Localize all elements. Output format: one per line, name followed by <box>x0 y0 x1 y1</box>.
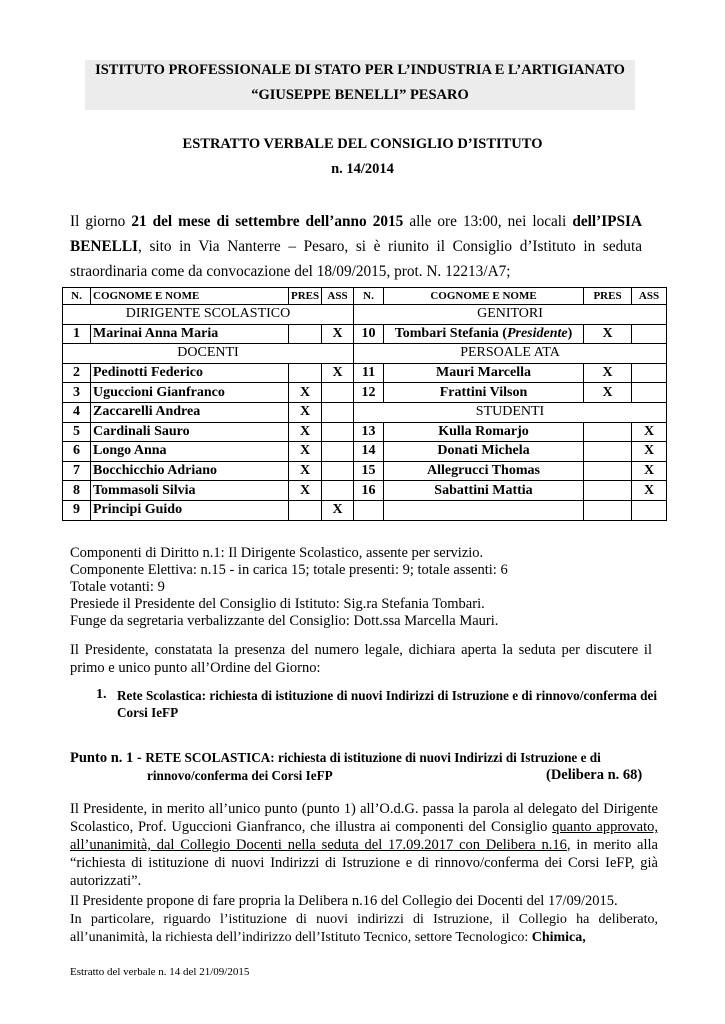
table-cell: X <box>322 500 354 520</box>
table-cell: Allegrucci Thomas <box>384 461 584 481</box>
table-cell: ASS <box>322 288 354 305</box>
section-dirigente: DIRIGENTE SCOLASTICO <box>63 305 354 325</box>
table-cell: X <box>289 481 322 501</box>
table-row <box>63 383 667 403</box>
table-cell: Uguccioni Gianfranco <box>91 383 289 403</box>
table-cell: 13 <box>354 422 384 442</box>
table-cell: 1 <box>63 324 91 344</box>
table-cell <box>632 500 667 520</box>
table-cell: X <box>322 324 354 344</box>
table-cell <box>322 383 354 403</box>
table-cell <box>632 324 667 344</box>
president-cell: Tombari Stefania (Presidente) <box>384 324 584 344</box>
table-cell: PRES <box>584 288 632 305</box>
paragraph-1: Il Presidente, in merito all’unico punto (punto 1) all’O.d.G. passa la parola al delegato del Dirigente Scolastico, Prof. Uguccioni Gianfranco, che illustra ai componenti del Consiglio quanto approvato, all’unanimità, dal Collegio Docenti nella seduta del 17.09.2017 con Delibera n.16, in merito alla “richiesta di istituzione di nuovi Indirizzi di Istruzione e di rinnovo/conferma dei Corsi IeFP, già autorizzati”. <box>70 801 658 889</box>
table-cell <box>322 461 354 481</box>
table-cell: X <box>632 442 667 462</box>
table-row <box>63 500 667 520</box>
table-row <box>63 422 667 442</box>
table-cell: 12 <box>354 383 384 403</box>
table-row <box>63 402 667 422</box>
table-cell <box>384 500 584 520</box>
table-cell: Pedinotti Federico <box>91 363 289 383</box>
table-cell <box>584 461 632 481</box>
table-cell: Tommasoli Silvia <box>91 481 289 501</box>
table-cell <box>584 481 632 501</box>
table-cell: X <box>584 383 632 403</box>
table-row <box>63 461 667 481</box>
table-cell <box>584 422 632 442</box>
table-cell: X <box>289 402 322 422</box>
table-cell: COGNOME E NOME <box>91 288 289 305</box>
section-genitori: GENITORI <box>354 305 667 325</box>
table-cell: X <box>584 324 632 344</box>
delibera-number: (Delibera n. 68) <box>546 767 643 783</box>
document-title: ESTRATTO VERBALE DEL CONSIGLIO D’ISTITUTO <box>182 136 543 152</box>
section-ata: PERSOALE ATA <box>354 344 667 364</box>
table-cell: 5 <box>63 422 91 442</box>
table-cell: 15 <box>354 461 384 481</box>
point-heading: Punto n. 1 - RETE SCOLASTICA: richiesta di istituzione di nuovi Indirizzi di Istruzione e di <box>70 750 601 766</box>
table-cell: 16 <box>354 481 384 501</box>
school-subtitle: “GIUSEPPE BENELLI” PESARO <box>251 87 469 103</box>
table-cell: Principi Guido <box>91 500 289 520</box>
table-row <box>63 344 667 364</box>
intro-paragraph: Il giorno 21 del mese di settembre dell’anno 2015 alle ore 13:00, nei locali dell’IPSIA BENELLI, sito in Via Nanterre – Pesaro, si è riunito il Consiglio d’Istituto in seduta straordinaria come da convocazione del 18/09/2015, prot. N. 12213/A7; <box>70 213 643 280</box>
table-cell: 14 <box>354 442 384 462</box>
table-cell <box>289 363 322 383</box>
table-cell <box>584 500 632 520</box>
president-opening: Il Presidente, constatata la presenza del numero legale, dichiara aperta la seduta per discutere il primo e unico punto all’Ordine del Giorno: <box>70 642 652 676</box>
summary-block: Componenti di Diritto n.1: Il Dirigente Scolastico, assente per servizio. Componente Elettiva: n.15 - in carica 15; totale presenti: 9; totale assenti: 6 Totale votanti: 9 Presiede il Presidente del Consiglio di Istituto: Sig.ra Stefania Tombari. Funge da segretaria verbalizzante del Consiglio: Dott.ssa Marcella Mauri. <box>70 545 508 629</box>
table-cell: 10 <box>354 324 384 344</box>
table-cell <box>322 422 354 442</box>
table-cell <box>322 402 354 422</box>
table-cell: X <box>322 363 354 383</box>
paragraph-2: Il Presidente propone di fare propria la Delibera n.16 del Collegio dei Docenti del 17/09/2015. <box>70 893 618 909</box>
table-cell: X <box>632 481 667 501</box>
attendance-table <box>62 287 667 521</box>
table-cell: 7 <box>63 461 91 481</box>
page-footer: Estratto del verbale n. 14 del 21/09/2015 <box>70 966 250 978</box>
section-docenti: DOCENTI <box>63 344 354 364</box>
table-cell: Mauri Marcella <box>384 363 584 383</box>
table-cell: 9 <box>63 500 91 520</box>
table-cell: COGNOME E NOME <box>384 288 584 305</box>
table-cell: X <box>289 442 322 462</box>
agenda-number: 1. <box>96 687 107 702</box>
table-cell: ASS <box>632 288 667 305</box>
table-cell: Bocchicchio Adriano <box>91 461 289 481</box>
table-row <box>63 481 667 501</box>
table-cell: Sabattini Mattia <box>384 481 584 501</box>
table-cell <box>632 383 667 403</box>
school-name: ISTITUTO PROFESSIONALE DI STATO PER L’INDUSTRIA E L’ARTIGIANATO <box>95 62 625 78</box>
table-cell <box>584 442 632 462</box>
table-cell <box>289 324 322 344</box>
table-cell: N. <box>63 288 91 305</box>
table-cell <box>632 363 667 383</box>
table-cell: PRES <box>289 288 322 305</box>
table-header-row <box>63 288 667 305</box>
table-cell: Longo Anna <box>91 442 289 462</box>
paragraph-3: In particolare, riguardo l’istituzione di nuovi indirizzi di Istruzione, il Collegio ha deliberato, all’unanimità, la richiesta dell’indirizzo dell’Istituto Tecnico, settore Tecnologico: Chimica, <box>70 912 658 945</box>
table-row <box>63 324 667 344</box>
table-cell: 11 <box>354 363 384 383</box>
table-cell: X <box>632 422 667 442</box>
table-cell: X <box>632 461 667 481</box>
table-cell: N. <box>354 288 384 305</box>
table-cell: Zaccarelli Andrea <box>91 402 289 422</box>
table-cell: Kulla Romarjo <box>384 422 584 442</box>
section-studenti: STUDENTI <box>354 402 667 422</box>
table-cell: Frattini Vilson <box>384 383 584 403</box>
point-heading-cont: rinnovo/conferma dei Corsi IeFP <box>147 768 333 783</box>
table-cell: 8 <box>63 481 91 501</box>
table-cell <box>289 500 322 520</box>
table-row <box>63 305 667 325</box>
table-cell: X <box>584 363 632 383</box>
document-number: n. 14/2014 <box>331 161 394 177</box>
table-cell: X <box>289 422 322 442</box>
table-cell: 4 <box>63 402 91 422</box>
table-cell: Cardinali Sauro <box>91 422 289 442</box>
table-row <box>63 363 667 383</box>
table-cell: X <box>289 461 322 481</box>
table-cell: Donati Michela <box>384 442 584 462</box>
table-cell <box>322 442 354 462</box>
table-cell: 2 <box>63 363 91 383</box>
table-cell <box>354 500 384 520</box>
table-cell: Marinai Anna Maria <box>91 324 289 344</box>
agenda-item: Rete Scolastica: richiesta di istituzione di nuovi Indirizzi di Istruzione e di rinnovo/conferma dei Corsi IeFP <box>117 688 658 720</box>
table-cell: 3 <box>63 383 91 403</box>
table-cell: 6 <box>63 442 91 462</box>
table-cell: X <box>289 383 322 403</box>
table-row <box>63 442 667 462</box>
table-cell <box>322 481 354 501</box>
